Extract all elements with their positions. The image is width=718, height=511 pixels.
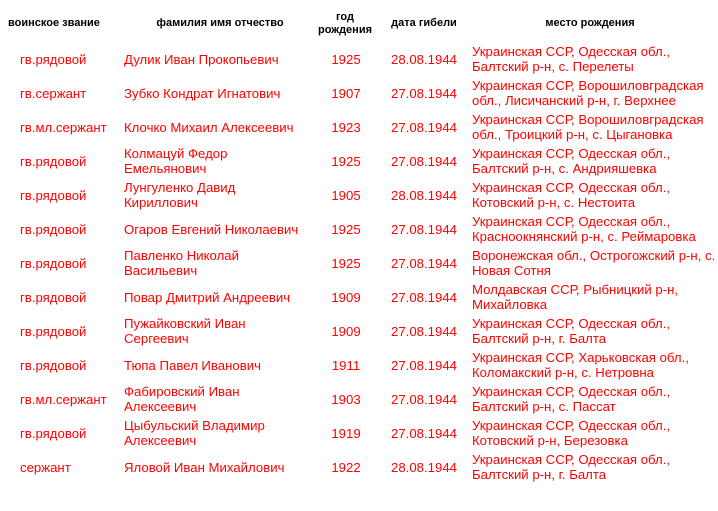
cell-rank-text: гв.рядовой <box>20 255 87 271</box>
cell-birthplace-text: Воронежская обл., Острогожский р-н, с. Новая Сотня <box>472 248 716 278</box>
cell-name <box>124 382 312 416</box>
cell-rank <box>20 314 120 348</box>
cell-birthplace-text: Украинская ССР, Одесская обл., Котовский р-н, с. Нестоита <box>472 180 671 210</box>
cell-death-date-text: 27.08.1944 <box>390 119 457 135</box>
cell-rank-text: гв.мл.сержант <box>20 391 107 407</box>
cell-birthplace <box>472 76 716 110</box>
cell-rank <box>20 280 120 314</box>
cell-name <box>124 76 312 110</box>
cell-name-text: Фабировский Иван Алексеевич <box>124 384 240 414</box>
cell-birth-year-text: 1909 <box>331 289 361 305</box>
cell-birth-year <box>318 416 374 450</box>
cell-rank <box>20 42 120 76</box>
cell-rank <box>20 246 120 280</box>
cell-birthplace-text: Украинская ССР, Ворошиловградская обл., Троицкий р-н, с. Цыгановка <box>472 112 704 142</box>
cell-birth-year-text: 1925 <box>331 153 361 169</box>
cell-birth-year <box>318 178 374 212</box>
cell-name <box>124 144 312 178</box>
cell-birthplace <box>472 110 716 144</box>
cell-name <box>124 246 312 280</box>
cell-death-date <box>388 212 460 246</box>
cell-rank <box>20 144 120 178</box>
cell-death-date <box>388 416 460 450</box>
cell-name-text: Пужайковский Иван Сергеевич <box>124 316 246 346</box>
cell-rank-text: гв.рядовой <box>20 323 87 339</box>
cell-name-text: Павленко Николай Васильевич <box>124 248 239 278</box>
cell-death-date <box>388 382 460 416</box>
cell-name <box>124 42 312 76</box>
cell-birth-year <box>318 314 374 348</box>
table-row <box>0 178 718 212</box>
cell-rank-text: гв.сержант <box>20 85 87 101</box>
cell-death-date <box>388 144 460 178</box>
cell-name-text: Дулик Иван Прокопьевич <box>124 51 279 67</box>
cell-birthplace-text: Украинская ССР, Одесская обл., Балтский р-н, с. Пассат <box>472 384 671 414</box>
cell-rank <box>20 110 120 144</box>
cell-birth-year-text: 1922 <box>331 459 361 475</box>
table-row <box>0 280 718 314</box>
cell-birthplace <box>472 416 716 450</box>
cell-death-date-text: 27.08.1944 <box>390 221 457 237</box>
cell-death-date <box>388 450 460 484</box>
cell-birthplace-text: Украинская ССР, Ворошиловградская обл., Лисичанский р-н, г. Верхнее <box>472 78 704 108</box>
cell-name <box>124 450 312 484</box>
cell-birth-year <box>318 280 374 314</box>
cell-rank-text: гв.рядовой <box>20 289 87 305</box>
cell-name-text: Колмацуй Федор Емельянович <box>124 146 228 176</box>
cell-birthplace <box>472 246 716 280</box>
cell-birth-year-text: 1919 <box>331 425 361 441</box>
cell-birthplace-text: Украинская ССР, Одесская обл., Балтский р-н, г. Балта <box>472 316 671 346</box>
cell-birthplace-text: Украинская ССР, Одесская обл., Красноокнянский р-н, с. Реймаровка <box>472 214 696 244</box>
cell-rank-text: сержант <box>20 459 71 475</box>
cell-birthplace <box>472 144 716 178</box>
cell-name <box>124 416 312 450</box>
cell-rank-text: гв.рядовой <box>20 425 87 441</box>
cell-rank <box>20 382 120 416</box>
cell-death-date <box>388 314 460 348</box>
table-row <box>0 416 718 450</box>
cell-rank-text: гв.рядовой <box>20 51 87 67</box>
cell-death-date-text: 28.08.1944 <box>390 187 457 203</box>
cell-death-date-text: 27.08.1944 <box>390 391 457 407</box>
cell-name <box>124 178 312 212</box>
cell-rank <box>20 348 120 382</box>
cell-name-text: Яловой Иван Михайлович <box>124 459 285 475</box>
cell-birthplace <box>472 314 716 348</box>
cell-birthplace <box>472 42 716 76</box>
cell-death-date <box>388 246 460 280</box>
cell-birth-year-text: 1925 <box>331 255 361 271</box>
cell-name <box>124 280 312 314</box>
cell-rank-text: гв.рядовой <box>20 221 87 237</box>
cell-birthplace <box>472 280 716 314</box>
table-row <box>0 348 718 382</box>
cell-name-text: Огаров Евгений Николаевич <box>124 221 299 237</box>
table-row <box>0 314 718 348</box>
cell-death-date-text: 27.08.1944 <box>390 255 457 271</box>
cell-birthplace-text: Украинская ССР, Одесская обл., Балтский р-н, г. Балта <box>472 452 671 482</box>
cell-rank-text: гв.мл.сержант <box>20 119 107 135</box>
cell-birthplace <box>472 178 716 212</box>
cell-rank-text: гв.рядовой <box>20 357 87 373</box>
cell-name-text: Лунгуленко Давид Кириллович <box>124 180 236 210</box>
header-name: фамилия имя отчество <box>156 17 284 29</box>
cell-death-date-text: 27.08.1944 <box>390 85 457 101</box>
cell-rank <box>20 76 120 110</box>
table-body <box>0 42 718 484</box>
cell-death-date <box>388 42 460 76</box>
cell-birth-year <box>318 212 374 246</box>
table-header <box>0 0 718 42</box>
cell-death-date-text: 28.08.1944 <box>390 459 457 475</box>
cell-name-text: Тюпа Павел Иванович <box>124 357 261 373</box>
cell-name <box>124 212 312 246</box>
cell-rank <box>20 416 120 450</box>
cell-death-date <box>388 280 460 314</box>
cell-birth-year <box>318 246 374 280</box>
cell-rank-text: гв.рядовой <box>20 187 87 203</box>
cell-death-date <box>388 178 460 212</box>
cell-death-date-text: 27.08.1944 <box>390 425 457 441</box>
cell-birthplace-text: Украинская ССР, Одесская обл., Балтский р-н, с. Перелеты <box>472 44 671 74</box>
cell-rank <box>20 178 120 212</box>
cell-name <box>124 314 312 348</box>
cell-name <box>124 348 312 382</box>
cell-rank-text: гв.рядовой <box>20 153 87 169</box>
cell-death-date-text: 28.08.1944 <box>390 51 457 67</box>
cell-death-date-text: 27.08.1944 <box>390 357 457 373</box>
table-row <box>0 450 718 484</box>
cell-birth-year-text: 1903 <box>331 391 361 407</box>
cell-name-text: Цыбульский Владимир Алексеевич <box>124 418 265 448</box>
cell-death-date <box>388 110 460 144</box>
cell-name-text: Зубко Кондрат Игнатович <box>124 85 281 101</box>
cell-birthplace <box>472 212 716 246</box>
cell-birth-year-text: 1925 <box>331 51 361 67</box>
cell-birth-year-text: 1911 <box>331 357 361 373</box>
cell-birth-year <box>318 76 374 110</box>
table-row <box>0 246 718 280</box>
cell-birth-year <box>318 450 374 484</box>
table-row <box>0 144 718 178</box>
header-birth-year: год рождения <box>317 11 373 36</box>
cell-death-date-text: 27.08.1944 <box>390 289 457 305</box>
cell-birth-year <box>318 144 374 178</box>
cell-rank <box>20 212 120 246</box>
cell-birth-year <box>318 382 374 416</box>
cell-death-date-text: 27.08.1944 <box>390 153 457 169</box>
cell-birthplace <box>472 450 716 484</box>
cell-birth-year-text: 1925 <box>331 221 361 237</box>
cell-birthplace-text: Украинская ССР, Одесская обл., Котовский р-н, Березовка <box>472 418 671 448</box>
cell-birth-year-text: 1907 <box>331 85 361 101</box>
table-row <box>0 42 718 76</box>
cell-name-text: Повар Дмитрий Андреевич <box>124 289 291 305</box>
cell-name <box>124 110 312 144</box>
cell-birthplace <box>472 382 716 416</box>
cell-birth-year-text: 1905 <box>331 187 361 203</box>
table-row <box>0 76 718 110</box>
cell-name-text: Клочко Михаил Алексеевич <box>124 119 294 135</box>
header-birthplace: место рождения <box>545 17 635 29</box>
cell-birth-year <box>318 348 374 382</box>
cell-death-date <box>388 348 460 382</box>
cell-birth-year-text: 1909 <box>331 323 361 339</box>
cell-birth-year-text: 1923 <box>331 119 361 135</box>
cell-birth-year <box>318 110 374 144</box>
cell-rank <box>20 450 120 484</box>
header-death-date: дата гибели <box>391 17 457 29</box>
cell-birthplace-text: Украинская ССР, Харьковская обл., Коломакский р-н, с. Нетровна <box>472 350 689 380</box>
table-row <box>0 110 718 144</box>
cell-death-date-text: 27.08.1944 <box>390 323 457 339</box>
cell-death-date <box>388 76 460 110</box>
cell-birthplace <box>472 348 716 382</box>
cell-birth-year <box>318 42 374 76</box>
table-row <box>0 212 718 246</box>
header-rank: воинское звание <box>8 17 100 29</box>
table-row <box>0 382 718 416</box>
cell-birthplace-text: Молдавская ССР, Рыбницкий р-н, Михайловка <box>472 282 679 312</box>
cell-birthplace-text: Украинская ССР, Одесская обл., Балтский р-н, с. Андрияшевка <box>472 146 671 176</box>
